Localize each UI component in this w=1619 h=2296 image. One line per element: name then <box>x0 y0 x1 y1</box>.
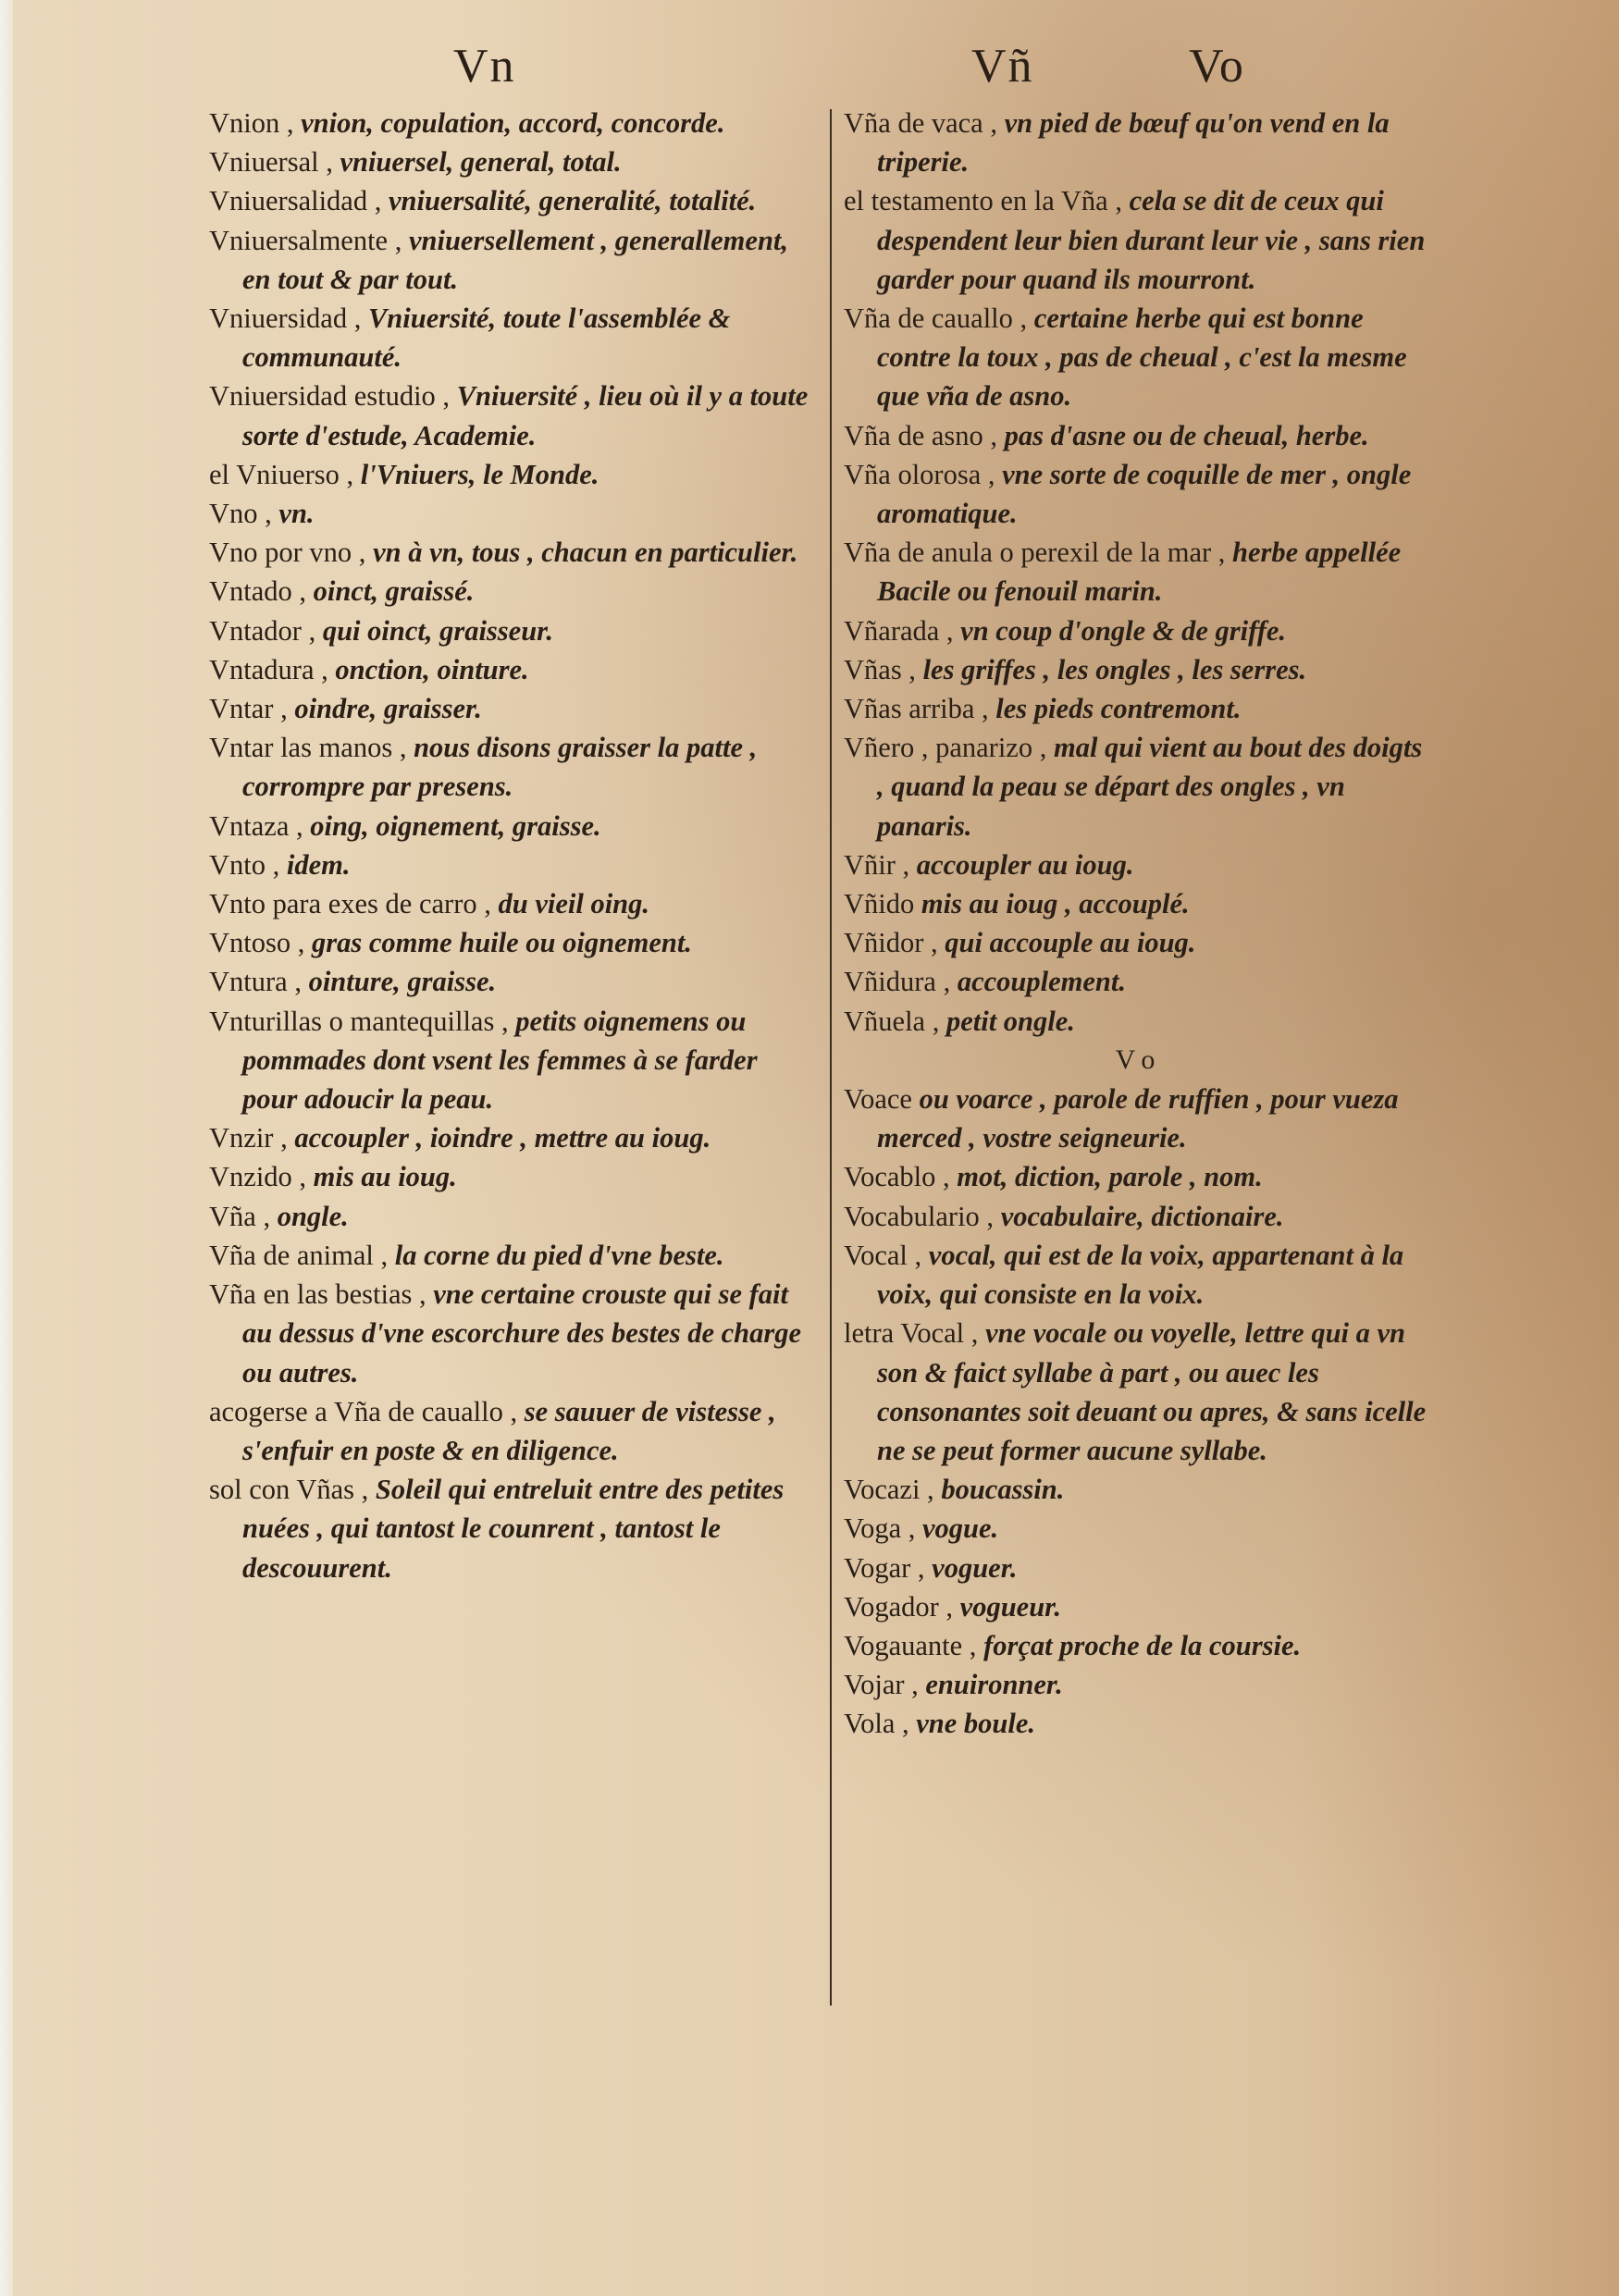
entry-definition: vne boule. <box>916 1708 1035 1740</box>
entry-definition: vogue. <box>922 1512 999 1545</box>
entry-headword: Vogador , <box>844 1590 960 1623</box>
entry-headword: acogerse a Vña de cauallo , <box>209 1395 525 1427</box>
dictionary-entry <box>209 1002 815 1119</box>
entry-headword: Vocazi , <box>844 1474 942 1506</box>
dictionary-entry <box>209 962 815 1001</box>
entry-definition: les pieds contremont. <box>995 693 1242 725</box>
entry-definition: accoupler , ioindre , mettre au ioug. <box>294 1122 711 1154</box>
entry-definition: forçat proche de la coursie. <box>983 1629 1302 1661</box>
entry-headword: Vnto para exes de carro , <box>209 888 499 920</box>
section-heading-vo: Vo <box>1115 1043 1165 1075</box>
dictionary-entry <box>209 104 815 142</box>
entry-definition: vne certaine crouste qui se fait au dessus d'vne escorchure des bestes de charge ou autres. <box>242 1278 802 1389</box>
entry-headword: Vñas arriba , <box>844 693 996 725</box>
dictionary-entry <box>844 728 1436 846</box>
entry-headword: Voga , <box>844 1512 923 1545</box>
entry-headword: Vocal , <box>844 1239 929 1271</box>
dictionary-entry <box>844 650 1436 689</box>
dictionary-entry <box>844 846 1436 884</box>
entry-definition: accouplement. <box>957 966 1126 998</box>
running-head-left: Vn <box>453 40 516 93</box>
dictionary-entry <box>844 1314 1436 1470</box>
dictionary-entry <box>844 1002 1436 1041</box>
entry-headword: Vntador , <box>209 614 323 647</box>
dictionary-entry <box>209 728 815 806</box>
entry-definition: mis au ioug , accouplé. <box>921 888 1190 920</box>
dictionary-entry <box>844 1665 1436 1704</box>
entry-headword: Vntadura , <box>209 653 336 685</box>
dictionary-entry <box>844 1470 1436 1509</box>
entry-definition: Soleil qui entreluit entre des petites nuées , qui tantost le counrent , tantost le descouurent. <box>242 1474 785 1584</box>
entry-definition: vniuersel, general, total. <box>340 146 622 179</box>
entry-headword: Vnion , <box>209 107 302 139</box>
left-column <box>209 104 815 1587</box>
entry-headword: Vntura , <box>209 966 309 998</box>
entry-headword: Vña , <box>209 1200 278 1232</box>
entry-definition: vn à vn, tous , chacun en particulier. <box>373 537 798 569</box>
entry-headword: el Vniuerso , <box>209 458 361 490</box>
dictionary-entry <box>844 455 1436 533</box>
entry-definition: onction, ointure. <box>335 653 529 685</box>
dictionary-entry <box>209 221 815 299</box>
dictionary-entry <box>844 416 1436 455</box>
entry-definition: qui oinct, graisseur. <box>322 614 553 647</box>
entry-definition: petit ongle. <box>945 1005 1075 1037</box>
dictionary-entry <box>209 1236 815 1275</box>
entry-headword: Vntado , <box>209 575 314 608</box>
entry-definition: vn pied de bœuf qu'on vend en la triperie. <box>877 107 1390 179</box>
entry-definition: mis au ioug. <box>313 1161 457 1193</box>
entry-headword: Vntoso , <box>209 927 312 959</box>
entry-headword: Vña olorosa , <box>844 458 1003 490</box>
dictionary-entry <box>844 1587 1436 1626</box>
entry-headword: Vnzir , <box>209 1122 295 1154</box>
dictionary-entry <box>844 104 1436 181</box>
dictionary-entry <box>209 650 815 689</box>
entry-headword: Vñidura , <box>844 966 958 998</box>
entry-definition: la corne du pied d'vne beste. <box>394 1239 724 1271</box>
entry-definition: vocal, qui est de la voix, appartenant à la voix, qui consiste en la voix. <box>877 1239 1404 1311</box>
dictionary-entry <box>844 1549 1436 1587</box>
entry-definition: vogueur. <box>959 1590 1061 1623</box>
entry-definition: oinct, graissé. <box>313 575 475 608</box>
entry-headword: Vña de asno , <box>844 419 1005 451</box>
right-column <box>844 104 1436 1744</box>
entry-headword: Vnzido , <box>209 1161 314 1193</box>
entry-headword: el testamento en la Vña , <box>844 185 1130 217</box>
entry-definition: ongle. <box>277 1200 349 1232</box>
entry-headword: Vñido <box>844 888 921 920</box>
dictionary-entry <box>844 1157 1436 1196</box>
entry-headword: Vola , <box>844 1708 917 1740</box>
entry-definition: Vniuersité, toute l'assemblée & communauté. <box>242 302 731 374</box>
entry-headword: letra Vocal , <box>844 1317 986 1350</box>
entry-headword: Vno por vno , <box>209 537 374 569</box>
dictionary-entry <box>209 689 815 728</box>
dictionary-entry <box>209 533 815 572</box>
dictionary-entry <box>209 1275 815 1392</box>
entry-definition: herbe appellée Bacile ou fenouil marin. <box>877 537 1402 608</box>
entry-headword: Vñidor , <box>844 927 945 959</box>
entry-headword: Vniuersalmente , <box>209 224 409 256</box>
entry-headword: Vña en las bestias , <box>209 1278 434 1311</box>
dictionary-entry <box>844 1197 1436 1236</box>
entry-headword: sol con Vñas , <box>209 1474 376 1506</box>
entry-definition: ointure, graisse. <box>308 966 497 998</box>
dictionary-entry <box>209 1470 815 1587</box>
entry-headword: Vña de vaca , <box>844 107 1005 139</box>
entry-definition: vn. <box>278 498 315 530</box>
running-head-right-a: Vñ <box>971 40 1034 93</box>
dictionary-entry <box>844 299 1436 416</box>
entry-headword: Vocablo , <box>844 1161 958 1193</box>
entry-definition: vne vocale ou voyelle, lettre qui a vn son & faict syllabe à part , ou auec les consonantes soit deuant ou apres, & sans icelle ne se peut former aucune syllabe. <box>877 1317 1427 1466</box>
entry-definition: mot, diction, parole , nom. <box>957 1161 1263 1193</box>
running-head-right-b: Vo <box>1189 40 1245 93</box>
entry-definition: vnion, copulation, accord, concorde. <box>301 107 725 139</box>
dictionary-entry <box>209 572 815 611</box>
dictionary-entry <box>844 1236 1436 1314</box>
entry-definition: vne sorte de coquille de mer , ongle aromatique. <box>877 458 1412 530</box>
entry-headword: Vocabulario , <box>844 1200 1001 1232</box>
dictionary-entry <box>844 923 1436 962</box>
entry-definition: petits oignemens ou pommades dont vsent les femmes à se farder pour adoucir la peau. <box>242 1005 758 1116</box>
dictionary-entry <box>209 494 815 533</box>
entry-definition: accoupler au ioug. <box>916 848 1134 881</box>
entry-definition: certaine herbe qui est bonne contre la toux , pas de cheual , c'est la mesme que vña de asno. <box>877 302 1407 413</box>
dictionary-entry <box>209 1118 815 1157</box>
entry-definition: voguer. <box>932 1551 1018 1584</box>
entry-definition: se sauuer de vistesse , s'enfuir en poste & en diligence. <box>242 1395 776 1466</box>
entry-definition: oing, oignement, graisse. <box>310 809 601 842</box>
entry-definition: enuironner. <box>925 1669 1063 1701</box>
entry-definition: nous disons graisser la patte , corrompre par presens. <box>242 732 758 803</box>
dictionary-entry <box>844 611 1436 650</box>
entry-headword: Vno , <box>209 498 279 530</box>
entry-headword: Vniuersalidad , <box>209 185 389 217</box>
dictionary-entry <box>844 1080 1436 1157</box>
entry-headword: Vñir , <box>844 848 917 881</box>
dictionary-entry <box>209 1157 815 1196</box>
entry-headword: Vogauante , <box>844 1629 984 1661</box>
entry-headword: Vñas , <box>844 653 923 685</box>
dictionary-entry <box>844 1704 1436 1743</box>
entry-definition: boucassin. <box>941 1474 1065 1506</box>
entry-headword: Vniuersidad , <box>209 302 368 335</box>
entry-definition: ou voarce , parole de ruffien , pour vueza merced , vostre seigneurie. <box>877 1083 1399 1154</box>
column-rule <box>830 109 832 2006</box>
entry-definition: idem. <box>286 848 351 881</box>
entry-headword: Vña de cauallo , <box>844 302 1034 335</box>
dictionary-entry <box>209 846 815 884</box>
entry-definition: vniuersalité, generalité, totalité. <box>388 185 757 217</box>
entry-definition: vn coup d'ongle & de griffe. <box>960 614 1287 647</box>
entry-headword: Vntar , <box>209 693 295 725</box>
dictionary-entry <box>209 884 815 923</box>
entry-definition: l'Vniuers, le Monde. <box>360 458 599 490</box>
entry-headword: Vñarada , <box>844 614 961 647</box>
dictionary-entry <box>844 884 1436 923</box>
entry-definition: vocabulaire, dictionaire. <box>1000 1200 1284 1232</box>
dictionary-entry <box>844 1626 1436 1665</box>
entry-headword: Vnto , <box>209 848 287 881</box>
entry-headword: Vniuersidad estudio , <box>209 380 457 413</box>
dictionary-entry <box>209 142 815 181</box>
entry-headword: Vnturillas o mantequillas , <box>209 1005 516 1037</box>
dictionary-entry <box>209 923 815 962</box>
entry-definition: oindre, graisser. <box>294 693 482 725</box>
entry-headword: Vña de animal , <box>209 1239 395 1271</box>
dictionary-entry <box>209 611 815 650</box>
entry-definition: vniuersellement , generallement, en tout & par tout. <box>242 224 789 295</box>
entry-definition: gras comme huile ou oignement. <box>312 927 692 959</box>
entry-headword: Vojar , <box>844 1669 926 1701</box>
entry-headword: Vntar las manos , <box>209 732 414 764</box>
dictionary-entry <box>209 807 815 846</box>
entry-definition: mal qui vient au bout des doigts , quand la peau se départ des ongles , vn panaris. <box>877 732 1423 842</box>
entry-definition: les griffes , les ongles , les serres. <box>922 653 1307 685</box>
entry-headword: Vña de anula o perexil de la mar , <box>844 537 1233 569</box>
dictionary-entry <box>844 533 1436 611</box>
entry-definition: cela se dit de ceux qui despendent leur bien durant leur vie , sans rien garder pour quand ils mourront. <box>877 185 1426 295</box>
dictionary-entry <box>844 181 1436 299</box>
entry-headword: Vntaza , <box>209 809 311 842</box>
dictionary-entry <box>844 962 1436 1001</box>
dictionary-entry <box>844 1509 1436 1548</box>
entry-headword: Vñero , panarizo , <box>844 732 1054 764</box>
dictionary-entry <box>209 1197 815 1236</box>
dictionary-entry <box>209 181 815 220</box>
dictionary-entry <box>209 455 815 494</box>
entry-headword: Vñuela , <box>844 1005 946 1037</box>
entry-headword: Voace <box>844 1083 920 1116</box>
entry-headword: Vogar , <box>844 1551 933 1584</box>
dictionary-entry <box>209 1392 815 1470</box>
dictionary-entry <box>844 689 1436 728</box>
entry-definition: pas d'asne ou de cheual, herbe. <box>1004 419 1369 451</box>
entry-headword: Vniuersal , <box>209 146 340 179</box>
entry-definition: du vieil oing. <box>498 888 650 920</box>
entry-definition: qui accouple au ioug. <box>945 927 1196 959</box>
dictionary-entry <box>209 376 815 454</box>
dictionary-entry <box>209 299 815 376</box>
entry-definition: Vniuersité , lieu où il y a toute sorte d'estude, Academie. <box>242 380 809 451</box>
